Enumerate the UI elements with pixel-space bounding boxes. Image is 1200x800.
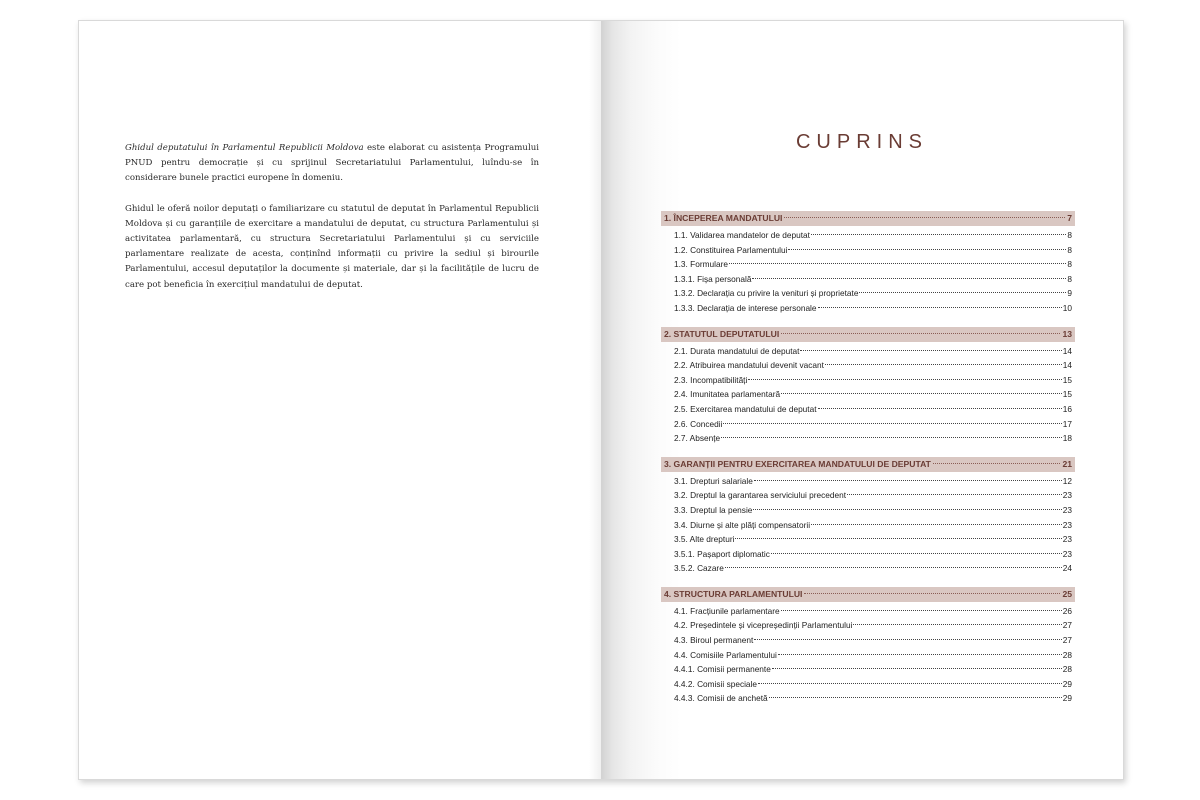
toc-entry-label: 1.2. Constituirea Parlamentului [674,244,788,255]
right-page [601,21,1123,779]
toc-entry[interactable] [661,286,1075,301]
toc-entry-label: 2.6. Concedii [674,418,723,429]
toc-dot-leader [754,480,1062,481]
toc-dot-leader [781,333,1060,334]
table-of-contents [661,211,1075,717]
toc-dot-leader [788,249,1066,250]
toc-entry-page: 8 [1067,244,1072,255]
toc-dot-leader [818,408,1062,409]
toc-entry-label: 3.4. Diurne și alte plăți compensatorii [674,519,811,530]
toc-entry-label: 4.4.1. Comisii permanente [674,664,771,675]
toc-section-label: 2. STATUTUL DEPUTATULUI [664,328,780,339]
intro-paragraph-2-text: Ghidul le oferă noilor deputați o familiarizare cu statutul de deputat în Parlamentul Republicii Moldova și cu garanțiile de exercitare a mandatului de deputat, cu structura Parlamentului și activitatea parlamentară, cu structura Secretariatului Parlamentului și cu serviciile parlamentare realizate de acesta, conținînd informații cu privire la sediul și birourile Parlamentului, accesul deputaților la documente și materiale, dar și la facilitățile de lucru de care pot beneficia în exercițiul mandatului de deputat. [125,203,539,290]
toc-dot-leader [752,278,1066,279]
toc-entry[interactable] [661,431,1075,446]
toc-entry-label: 2.3. Incompatibilități [674,374,748,385]
toc-entry-label: 1.3.3. Declarația de interese personale [674,302,817,313]
toc-section-heading[interactable] [661,457,1075,472]
toc-section-page: 7 [1067,213,1072,223]
toc-entry[interactable] [661,373,1075,388]
toc-entry[interactable] [661,648,1075,663]
toc-entry-page: 8 [1067,230,1072,240]
toc-entry[interactable] [661,387,1075,402]
toc-entry-page: 10 [1062,302,1072,313]
toc-section-page: 25 [1062,588,1072,599]
toc-entry[interactable] [661,228,1075,243]
toc-entry-page: 28 [1062,649,1072,660]
toc-dot-leader [859,292,1066,293]
toc-dot-leader [748,379,1061,380]
toc-entry-page: 23 [1062,490,1072,501]
toc-section-heading[interactable] [661,587,1075,602]
intro-paragraph-2 [125,202,539,293]
toc-entry-page: 24 [1062,563,1072,574]
toc-entry-label: 1.1. Validarea mandatelor de deputat [674,230,810,240]
toc-dot-leader [735,538,1061,539]
toc-entry-page: 26 [1062,605,1072,616]
toc-dot-leader [800,350,1061,351]
toc-entry[interactable] [661,474,1075,489]
toc-dot-leader [825,364,1062,365]
toc-entry[interactable] [661,532,1075,547]
toc-dot-leader [771,553,1062,554]
toc-entry-label: 2.5. Exercitarea mandatului de deputat [674,403,817,414]
toc-entry[interactable] [661,547,1075,562]
toc-entry-label: 3.3. Dreptul la pensie [674,504,753,515]
toc-entry-page: 12 [1062,475,1072,486]
toc-entry-page: 23 [1062,519,1072,530]
intro-text [125,141,539,308]
toc-entry-label: 4.4.3. Comisii de anchetă [674,693,768,704]
toc-entry-label: 3.5.1. Pașaport diplomatic [674,548,770,559]
toc-entry-page: 16 [1062,403,1072,414]
toc-entry-page: 23 [1062,534,1072,545]
toc-entry-label: 3.5.2. Cazare [674,563,724,574]
toc-entry-page: 8 [1067,259,1072,270]
toc-section [661,327,1075,446]
toc-dot-leader [818,307,1062,308]
toc-entry-page: 23 [1062,504,1072,515]
toc-entry[interactable] [661,677,1075,692]
book-spread [78,20,1124,780]
toc-dot-leader [781,393,1062,394]
toc-entry-label: 4.1. Fracțiunile parlamentare [674,605,780,616]
toc-entry-page: 27 [1062,620,1072,631]
toc-entry-page: 27 [1062,635,1072,646]
toc-entry-page: 14 [1062,360,1072,371]
toc-section [661,457,1075,576]
toc-entry-page: 8 [1067,273,1072,284]
toc-entry-page: 28 [1062,664,1072,675]
toc-title: CUPRINS [795,131,928,153]
toc-entry[interactable] [661,344,1075,359]
toc-dot-leader [723,423,1061,424]
toc-dot-leader [721,437,1062,438]
toc-dot-leader [778,654,1062,655]
toc-entry-page: 29 [1062,693,1072,704]
toc-dot-leader [754,639,1061,640]
toc-entry[interactable] [661,257,1075,272]
toc-section [661,587,1075,706]
left-page [79,21,601,779]
toc-entry[interactable] [661,633,1075,648]
toc-section-label: 3. GARANȚII PENTRU EXERCITAREA MANDATULUI DE DEPUTAT [664,458,931,469]
toc-dot-leader [811,234,1066,235]
intro-paragraph-1-text: este elaborat cu asistența Programului PNUD pentru democrație și cu sprijinul Secretariatului Parlamentului, luîndu-se în considerare bunele practici europene în domeniu. [125,143,539,184]
toc-entry-page: 18 [1062,433,1072,444]
intro-paragraph-1 [125,141,539,187]
toc-section-heading[interactable] [661,211,1075,226]
toc-dot-leader [853,624,1061,625]
toc-entry[interactable] [661,618,1075,633]
toc-entry-label: 4.3. Biroul permanent [674,635,754,646]
toc-entry-page: 9 [1067,288,1072,299]
toc-entry-label: 2.4. Imunitatea parlamentară [674,389,781,400]
gutter-shadow [589,21,601,779]
toc-entry[interactable] [661,488,1075,503]
toc-entry[interactable] [661,691,1075,706]
toc-section-label: 4. STRUCTURA PARLAMENTULUI [664,588,803,599]
toc-entry[interactable] [661,417,1075,432]
toc-dot-leader [729,263,1066,264]
toc-entry-label: 2.1. Durata mandatului de deputat [674,345,800,356]
toc-dot-leader [804,593,1060,594]
toc-entry[interactable] [661,402,1075,417]
toc-entry-page: 14 [1062,345,1072,356]
toc-entry-label: 3.2. Dreptul la garantarea serviciului precedent [674,490,847,501]
toc-entry-label: 1.3.1. Fișa personală [674,273,752,284]
toc-section-page: 13 [1062,328,1072,339]
toc-entry[interactable] [661,272,1075,287]
toc-dot-leader [772,668,1062,669]
toc-dot-leader [933,463,1061,464]
toc-entry-label: 2.7. Absențe [674,433,721,444]
toc-entry-label: 1.3. Formulare [674,259,728,270]
toc-entry-page: 17 [1062,418,1072,429]
toc-entry-label: 3.5. Alte drepturi [674,534,735,545]
toc-entry[interactable] [661,243,1075,258]
toc-entry-page: 15 [1062,374,1072,385]
toc-section-label: 1. ÎNCEPEREA MANDATULUI [664,213,783,223]
toc-dot-leader [753,509,1061,510]
toc-entry-label: 4.4. Comisiile Parlamentului [674,649,777,660]
toc-dot-leader [769,697,1062,698]
toc-section-heading[interactable] [661,327,1075,342]
toc-entry-label: 4.4.2. Comisii speciale [674,678,758,689]
toc-dot-leader [847,494,1062,495]
toc-section [661,211,1075,316]
toc-entry[interactable] [661,604,1075,619]
toc-entry-page: 23 [1062,548,1072,559]
toc-entry-label: 4.2. Președintele și vicepreședinții Parlamentului [674,620,853,631]
toc-entry-label: 1.3.2. Declarația cu privire la venituri și proprietate [674,288,859,299]
toc-entry-label: 2.2. Atribuirea mandatului devenit vacant [674,360,824,371]
toc-entry[interactable] [661,518,1075,533]
toc-entry-page: 15 [1062,389,1072,400]
toc-entry-label: 3.1. Drepturi salariale [674,475,753,486]
toc-entry-page: 29 [1062,678,1072,689]
toc-dot-leader [811,524,1062,525]
toc-entry[interactable] [661,662,1075,677]
toc-dot-leader [781,610,1062,611]
toc-entry[interactable] [661,503,1075,518]
toc-entry[interactable] [661,561,1075,576]
toc-entry[interactable] [661,301,1075,316]
toc-dot-leader [784,217,1065,218]
toc-entry[interactable] [661,358,1075,373]
toc-dot-leader [758,683,1062,684]
guide-title-italic: Ghidul deputatului în Parlamentul Republicii Moldova [125,143,364,153]
toc-dot-leader [725,567,1062,568]
toc-section-page: 21 [1062,458,1072,469]
